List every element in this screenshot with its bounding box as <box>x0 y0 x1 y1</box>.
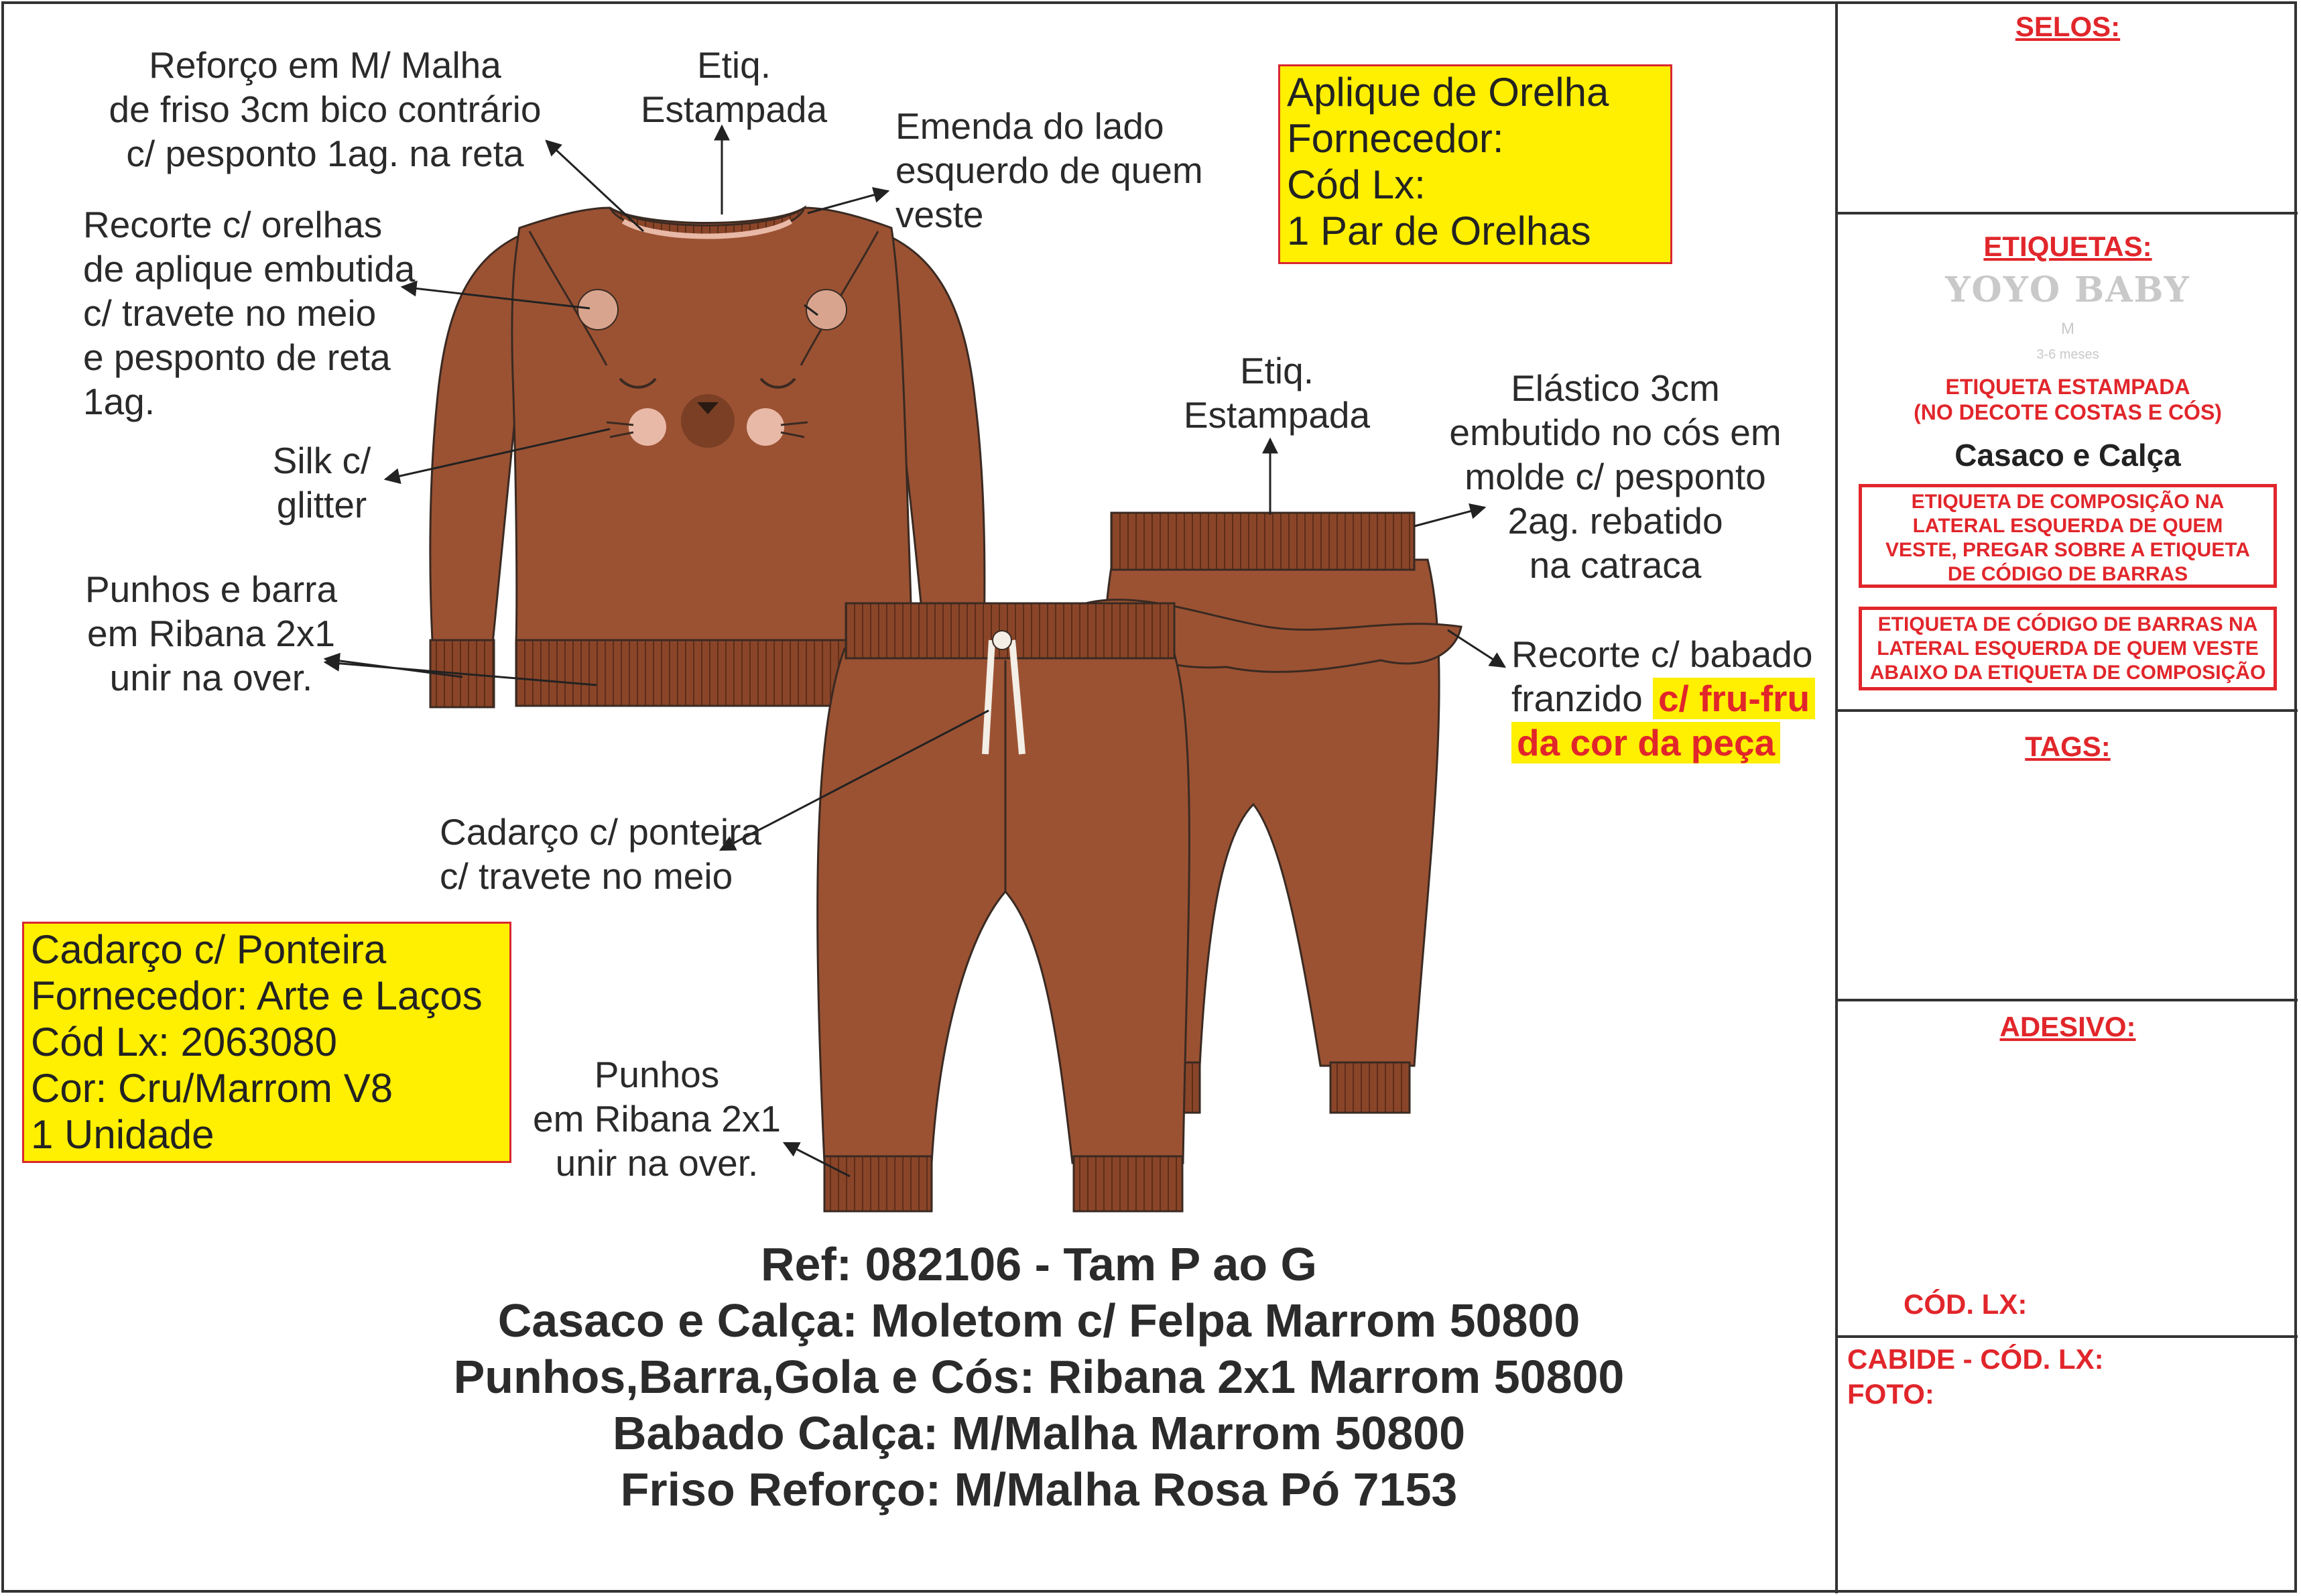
callout-recorte-orelhas <box>83 202 415 424</box>
box-line: VESTE, PREGAR SOBRE A ETIQUETA <box>1885 539 2250 561</box>
callout-line: unir na over. <box>109 657 313 698</box>
box-line: Cód Lx: <box>1287 162 1426 207</box>
ref-line: Punhos,Barra,Gola e Cós: Ribana 2x1 Marrom 50800 <box>453 1351 1625 1403</box>
adesivo-heading: ADESIVO: <box>1999 1011 2136 1042</box>
tags-heading: TAGS: <box>2025 731 2111 762</box>
foto-label: FOTO: <box>1847 1378 1934 1410</box>
callout-line <box>1511 721 1815 765</box>
callout-text: franzido <box>1511 678 1653 719</box>
ref-line: Ref: 082106 - Tam P ao G <box>761 1238 1317 1290</box>
callout-punhos-barra <box>67 567 355 700</box>
callout-line: Recorte c/ babado <box>1511 633 1813 675</box>
callout-line: Elástico 3cm <box>1511 367 1720 409</box>
box-line: DE CÓDIGO DE BARRAS <box>1947 563 2188 585</box>
callout-line: Recorte c/ orelhas <box>83 204 383 245</box>
ref-line: Friso Reforço: M/Malha Rosa Pó 7153 <box>620 1463 1458 1516</box>
callout-line: c/ travete no meio <box>83 292 377 334</box>
box-line: Aplique de Orelha <box>1287 70 1609 115</box>
callout-line: esquerdo de quem <box>895 149 1203 191</box>
pants-front-drawing <box>818 603 1190 1211</box>
brand-age-range: 3-6 meses <box>2036 347 2099 362</box>
codigo-barras-label-box <box>1859 607 2277 690</box>
callout-line: em Ribana 2x1 <box>87 613 335 654</box>
callout-line: Estampada <box>640 88 828 130</box>
callout-silk <box>255 438 389 527</box>
callout-line: c/ pesponto 1ag. na reta <box>126 133 524 174</box>
ref-line: Babado Calça: M/Malha Marrom 50800 <box>612 1407 1466 1459</box>
etiquetas-heading: ETIQUETAS: <box>1983 231 2152 262</box>
reference-block <box>375 1236 1702 1518</box>
box-line: 1 Unidade <box>31 1112 214 1157</box>
callout-line: Reforço em M/ Malha <box>149 44 501 86</box>
callout-line: 1ag. <box>83 381 156 422</box>
brand-label-logo: YOYO BABY <box>1945 269 2190 310</box>
composicao-label-box <box>1859 484 2277 588</box>
ref-line: Casaco e Calça: Moletom c/ Felpa Marrom 50800 <box>497 1294 1580 1347</box>
callout-punhos-calca <box>516 1052 798 1185</box>
brand-size-badge: M <box>2061 320 2074 338</box>
callout-line <box>1511 676 1815 721</box>
box-line: ABAIXO DA ETIQUETA DE COMPOSIÇÃO <box>1869 662 2266 684</box>
note-line: (NO DECOTE COSTAS E CÓS) <box>1914 400 2222 424</box>
box-line: ETIQUETA DE CÓDIGO DE BARRAS NA <box>1877 613 2258 635</box>
box-line: Cor: Cru/Marrom V8 <box>31 1066 393 1111</box>
callout-line: embutido no cós em <box>1449 412 1782 453</box>
casaco-calca-heading: Casaco e Calça <box>1954 438 2181 473</box>
box-line: LATERAL ESQUERDA DE QUEM VESTE <box>1877 637 2259 660</box>
callout-line: glitter <box>276 484 367 526</box>
callout-line: e pesponto de reta <box>83 336 391 378</box>
box-line: LATERAL ESQUERDA DE QUEM <box>1912 515 2223 537</box>
aplique-orelha-box <box>1278 64 1672 264</box>
callout-emenda <box>895 104 1203 237</box>
highlight-fru-fru: c/ fru-fru <box>1653 678 1815 719</box>
callout-reforco <box>94 43 556 176</box>
callout-line: Etiq. <box>696 44 771 86</box>
callout-line: em Ribana 2x1 <box>533 1098 781 1140</box>
box-line: ETIQUETA DE COMPOSIÇÃO NA <box>1911 491 2225 513</box>
callout-line: Cadarço c/ ponteira <box>440 811 761 853</box>
callout-elastico <box>1428 366 1803 587</box>
callout-line: Emenda do lado <box>895 105 1164 147</box>
callout-line: Punhos e barra <box>84 568 338 610</box>
callout-line: molde c/ pesponto <box>1465 456 1766 497</box>
callout-line: Punhos <box>594 1054 720 1095</box>
callout-line: veste <box>895 194 984 235</box>
callout-etiq-estampada-mid <box>1166 349 1387 437</box>
callout-line: de aplique embutida <box>83 248 416 290</box>
box-line: 1 Par de Orelhas <box>1287 208 1591 253</box>
cadarco-ponteira-box <box>22 922 511 1163</box>
callout-line: na catraca <box>1529 544 1702 586</box>
callout-recorte-babado <box>1511 632 1815 765</box>
callout-line: c/ travete no meio <box>440 855 733 897</box>
callout-line: Etiq. <box>1239 350 1314 391</box>
callout-etiq-estampada-top <box>623 43 845 131</box>
note-line: ETIQUETA ESTAMPADA <box>1945 375 2190 399</box>
callout-cadarco <box>440 810 761 898</box>
box-line: Fornecedor: Arte e Laços <box>31 973 483 1018</box>
highlight-cor-peca: da cor da peça <box>1511 722 1780 763</box>
cod-lx-label: CÓD. LX: <box>1904 1288 2028 1320</box>
callout-line: unir na over. <box>555 1142 759 1184</box>
callout-line: Silk c/ <box>272 440 371 481</box>
etiqueta-estampada-note <box>1837 374 2299 425</box>
callout-line: de friso 3cm bico contrário <box>109 88 542 130</box>
box-line: Cód Lx: 2063080 <box>31 1020 338 1064</box>
selos-heading: SELOS: <box>2015 11 2121 42</box>
cabide-cod-lx-label: CABIDE - CÓD. LX: <box>1847 1343 2104 1375</box>
box-line: Fornecedor: <box>1287 116 1504 161</box>
callout-line: 2ag. rebatido <box>1507 500 1723 542</box>
box-line: Cadarço c/ Ponteira <box>31 927 387 972</box>
callout-line: Estampada <box>1183 394 1371 436</box>
